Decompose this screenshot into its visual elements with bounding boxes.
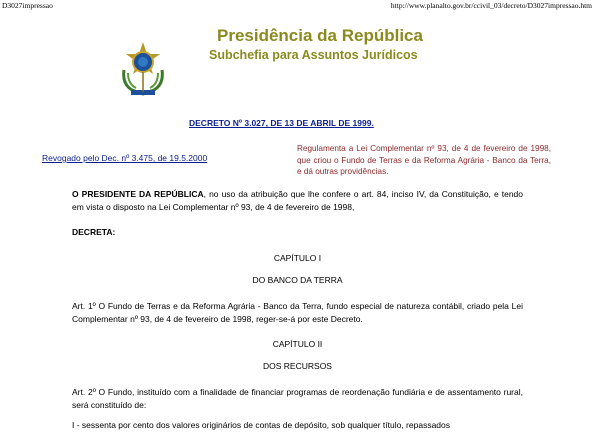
chapter-2-heading: CAPÍTULO II [272, 339, 323, 349]
preamble-text: , no uso da atribuição que lhe confere o art. 84, inciso IV, da Constituição, e tendo em vista o disposto na Lei Complementar nº 93, de 4 de fevereiro de 1998, [72, 189, 524, 212]
article-1: Art. 1º O Fundo de Terras e da Reforma Agrária - Banco da Terra, fundo especial de natureza contábil, criado pela Lei Complementar nº 93, de 4 de fevereiro de 1998, reger-se-á por este Decreto. [72, 301, 523, 324]
preamble-paragraph [72, 188, 523, 214]
article-2: Art. 2º O Fundo, instituído com a finalidade de financiar programas de reordenação fundiária e de assentamento rural, será constituído de: [72, 387, 523, 410]
coat-of-arms-icon [118, 40, 168, 100]
chapter-1-title: DO BANCO DA TERRA [252, 275, 343, 285]
decree-title-link[interactable]: DECRETO Nº 3.027, DE 13 DE ABRIL DE 1999. [189, 118, 374, 128]
institution-title: Presidência da República [217, 26, 423, 45]
page-header-url: http://www.planalto.gov.br/ccivil_03/decreto/D3027impressao.htm [390, 1, 592, 10]
decreta-heading [72, 226, 523, 239]
page-header-title: D3027impressao [2, 1, 53, 10]
decreta-label: DECRETA: [72, 227, 116, 237]
decree-ementa: Regulamenta a Lei Complementar nº 93, de 4 de fevereiro de 1998, que criou o Fundo de Terras e da Reforma Agrária - Banco da Terra, e dá outras providências. [297, 144, 551, 176]
article-2-item-1: I - sessenta por cento dos valores originários de contas de depósito, sob qualquer título, repassados [72, 420, 451, 430]
chapter-2-title: DOS RECURSOS [263, 361, 332, 371]
institution-subtitle: Subchefia para Assuntos Jurídicos [209, 48, 418, 62]
revoked-by-link[interactable]: Revogado pelo Dec. nº 3.475, de 19.5.2000 [42, 153, 208, 163]
chapter-1-heading: CAPÍTULO I [273, 253, 322, 263]
preamble-president: O PRESIDENTE DA REPÚBLICA [72, 189, 204, 199]
